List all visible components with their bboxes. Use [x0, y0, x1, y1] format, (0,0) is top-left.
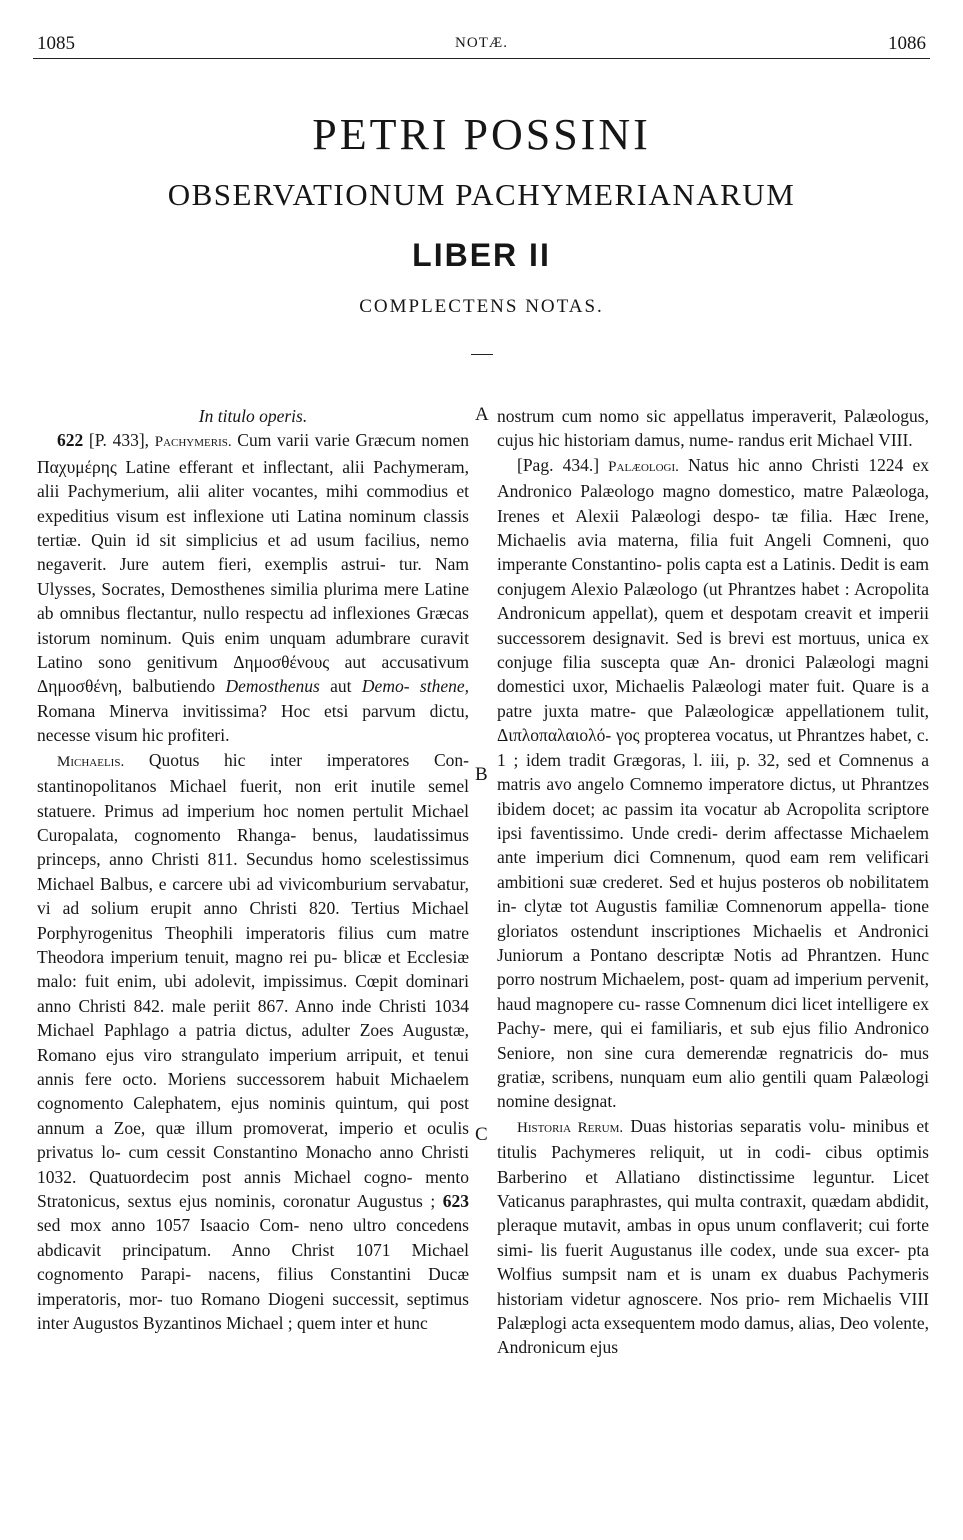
- page-reference: [Pag. 434.]: [517, 454, 609, 475]
- paragraph-text: Natus hic anno Christi 1224 ex Andronico Palæologo magno domestico, matre Palæologa, Irenes et Alexii Palæologi despo- tæ filia. Hæc Irene, Michaelis avia materna, filia fuit Angeli Comneni, quo imperante Constantino- polis capta est a Latinis. Dedit is eam conjugem Alexio Palæologo (ut Phrantzes habet : Acropolita Andronicum appellat), quem et despotam creavit et imperii successorem designavit. Sed is brevi est mortuus, unica ex conjuge filia suscepta quæ An- dronici Palæologi magni domestici uxor, Michaelis Palæologi mater fuit. Quare is a patre juxta matre- que Palæologicæ appellationem tulit, Διπλοπαλαιολό- γος propterea vocatus, ut Phrantzes habet, c. 1 ; idem tradit Grægoras, l. iii, p. 32, sed et Comnenus a matris avo angelo Comnemo imperatore dictus, ut Phrantzes ibidem docet; ac passim ita vocatur ab Acropolita scriptore ipsi faventissimo. Unde credi- derim affectasse Michaelem ante imperium dici Comnenum, quod eam rem velificari ambitioni suæ crederet. Sed et hujus posteros ob nobilitatem in- clytæ tot Augustis familiæ Comnenorum appella- tione gloriatos ostendunt inscriptiones Michaelis et Andronici Juniorum a Pontano descriptæ Notis ad Phrantzen. Hunc porro nostrum Michaelem, post- quam ad imperium pervenit, haud magnopere cu- rasse Comnenum dici licet intelligere ex Pachy- mere, qui ei familiaris, et sub ejus filio Andronico Seniore, non sine cura demerendæ regnatricis do- mus gratiæ, scribens, nunquam eum alio gentili quam Palæologi nomine designat.: [497, 454, 930, 1112]
- paragraph-text: aut: [319, 676, 362, 697]
- right-column: [497, 404, 929, 1360]
- margin-number: 623: [442, 1191, 469, 1211]
- running-title: NOTÆ.: [455, 35, 508, 51]
- work-title: OBSERVATIONUM PACHYMERIANARUM: [167, 177, 796, 212]
- subtitle: COMPLECTENS NOTAS.: [359, 296, 604, 317]
- column-marker-c: C: [475, 1124, 488, 1145]
- page-number-right: 1086: [888, 33, 926, 54]
- paragraph-pachymeris: [37, 428, 469, 747]
- column-marker-a: A: [475, 404, 489, 425]
- page-reference: [P. 433],: [83, 430, 155, 451]
- left-column: [37, 404, 469, 1335]
- paragraph-text: Quotus hic inter imperatores Con- stantinopolitanos Michael fuerit, non erit inutile semel statuere. Primus ad imperium hoc nomen pertulit Michael Curopalata, cognomento Rhanga- benus, laudatissimus princeps, anno Christi 811. Secundus homo scelestissimus Michael Balbus, e carcere ubi ad vivicomburium servabatur, vi ad solium erupit anno Christi 820. Tertius Michael Porphyrogenitus Theophili imperatoris filius cum matre Theodora imperium tenuit, magno rei pu- blicæ et Ecclesiæ malo: fuit enim, ubi adolevit, impissimus. Cœpit dominari anno Christi 842. male periit 867. Anno inde Christi 1034 Michael Paphlago a patria dictus, adulter Zoes Augustæ, Romano ejus viro strangulato imperium arripuit, et tenui annis fere octo. Moriens successorem habuit Michaelem cognomento Calephatem, ejus nominis quintum, qui post annum a Zoe, quæ illum promoverat, imperio et oculis privatus lo- cum cessit Constantino Monacho anno Christi 1032. Quatuordecim post annis Michael cogno- mento Stratonicus, sextus ejus nominis, coronatur Augustus ;: [37, 749, 469, 1211]
- title-block: [0, 108, 963, 355]
- page-number-left: 1085: [37, 33, 75, 54]
- italic-word: Demosthenus: [225, 676, 320, 697]
- paragraph-text: Duas historias separatis volu- minibus et titulis Pachymeres reliquit, ut in codi- cibus optimis Barberino et Allatiano distinctissime leguntur. Licet Vaticanus paraphrastes, qui multa contraxit, quædam abdidit, pleraque mutavit, ambas in opus unum conflaverit; cui forte simi- lis fuerit Augustanus ille codex, unde sua excer- pta Wolfius sumpsit nam et is unam ex duabus Pachymeris historiam videtur agnoscere. Nos prio- rem Michaelis VIII Palæplogi acta exsequentem modo damus, alias, Deo volente, Andronicum ejus: [497, 1115, 929, 1358]
- lemma-word: Michaelis.: [57, 753, 125, 770]
- author-title: PETRI POSSINI: [312, 110, 651, 159]
- paragraph-text: Romana Minerva invitissima? Hoc etsi parvum dictu, necesse visum hic profiteri.: [37, 700, 469, 746]
- paragraph-text: Cum varii varie Græcum nomen Παχυμέρης Latine efferant et inflectant, alii Pachymeram, alii Pachymerium, alii aliter vocantes, mihi commodius et expeditius visum est inflexione uti Latina nominum classis tertiæ. Quin id sit simplicius et ad usum facilius, nemo negaverit. Jure autem fieri, exemplis astrui- tur. Nam Ulysses, Socrates, Demosthenes similia plurima mere Latine ab omnibus flectantur, nullo respectu ad inflexiones Græcas istorum nominum. Quis enim unquam adumbrare curavit Latino sono genitivum Δημοσθένους aut accusativum Δημοσθένη, balbutiendo: [37, 430, 469, 697]
- paragraph-michaelis: [37, 748, 469, 1336]
- header-rule: [33, 58, 930, 59]
- title-divider: [471, 354, 493, 355]
- section-heading: In titulo operis.: [198, 406, 308, 426]
- lemma-word: Pachymeris.: [154, 434, 232, 451]
- page-header: [0, 0, 963, 58]
- lemma-word: Palæologi.: [608, 458, 679, 475]
- margin-number: 622: [57, 430, 84, 451]
- book-title: LIBER II: [412, 237, 551, 273]
- column-marker-b: B: [475, 764, 488, 785]
- lemma-word: Historia Rerum.: [517, 1119, 624, 1136]
- paragraph-palaeologi: [497, 453, 929, 1114]
- paragraph-text: sed mox anno 1057 Isaacio Com- neno ultro concedens abdicavit principatum. Anno Christ 1071 Michael cognomento Parapi- nacens, filius Constantini Ducæ imperatoris, mor- tuo Romano Diogeni successit, septimus inter Augustos Byzantinos Michael ; quem inter et hunc: [37, 1215, 469, 1334]
- paragraph-continuation: nostrum cum nomo sic appellatus imperaverit, Palæologus, cujus hic historiam damus, nume- randus erit Michael VIII.: [497, 406, 929, 451]
- italic-word: Demo- sthene,: [361, 676, 469, 697]
- paragraph-historia: [497, 1114, 929, 1360]
